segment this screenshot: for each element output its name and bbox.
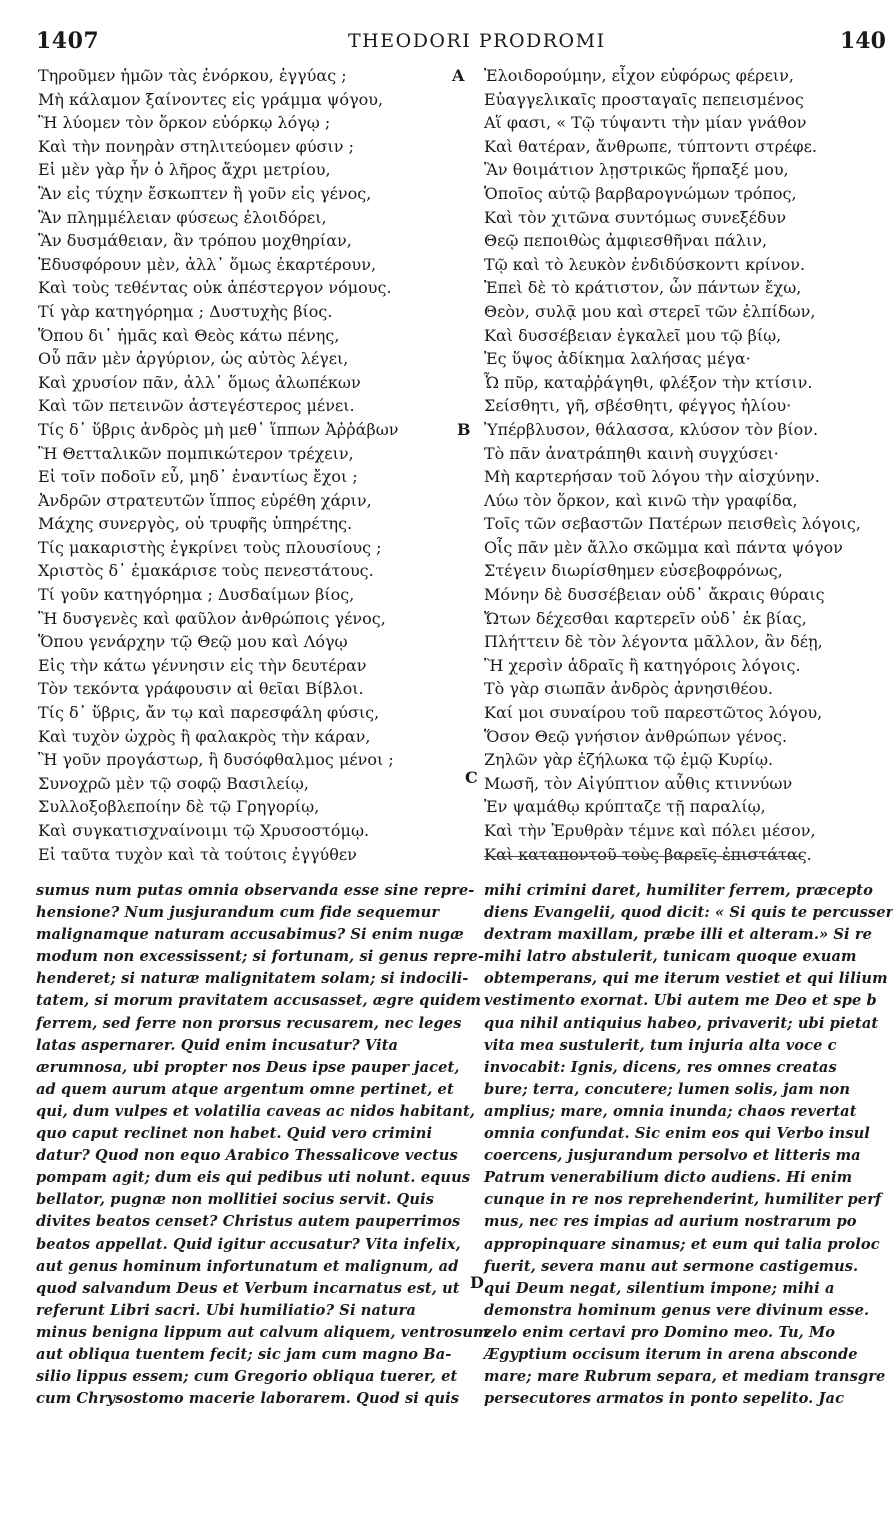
greek-verse-line: Πλήττειν δὲ τὸν λέγοντα μᾶλλον, ἂν δέῃ, — [484, 632, 823, 652]
latin-text-line: quo caput reclinet non habet. Quid vero crimini — [36, 1125, 433, 1143]
latin-text-line: appropinquare sinamus; et eum qui talia proloc — [484, 1235, 880, 1253]
latin-text-line: qui, dum vulpes et volatilia caveas ac nidos habitant, — [36, 1102, 476, 1120]
latin-text-line: mus, nec res impias ad aurium nostrarum po — [484, 1213, 857, 1231]
greek-verse-line: Εἰ ταῦτα τυχὸν καὶ τὰ τούτοις ἐγγύθεν — [38, 844, 357, 864]
latin-text-line: Patrum venerabilium dicto audiens. Hi enim — [484, 1169, 853, 1187]
latin-text-line: referunt Libri sacri. Ubi humiliatio? Si natura — [36, 1301, 416, 1319]
greek-verse-line: Ἐν ψαμάθῳ κρύπταζε τῇ παραλίῳ, — [484, 797, 766, 817]
greek-verse-line: Καὶ καταποντοῦ τοὺς βαρεῖς ἐπιστάτας. — [484, 844, 812, 864]
latin-text-line: mare; mare Rubrum separa, et mediam transgre — [484, 1368, 886, 1386]
greek-verse-line: Ὅπου γενάρχην τῷ Θεῷ μου καὶ Λόγῳ — [38, 632, 348, 652]
section-marker-b: B — [457, 420, 471, 439]
latin-text-line: beatos appellat. Quid igitur accusatur? Vita infelix, — [36, 1235, 461, 1253]
greek-verse-line: Οἷς πᾶν μὲν ἄλλο σκῶμμα καὶ πάντα ψόγον — [484, 537, 843, 557]
latin-text-line: persecutores armatos in ponto sepelito. Jac — [484, 1390, 845, 1408]
greek-verse-line: Ὦ πῦρ, καταῤῥάγηθι, φλέξον τὴν κτίσιν. — [484, 372, 813, 392]
greek-verse-column-right — [484, 64, 865, 866]
greek-verse-line: Ὅπου δι᾿ ἡμᾶς καὶ Θεὸς κάτω πένης, — [38, 325, 340, 345]
greek-verse-line: Ὤτων δέχεσθαι καρτερεῖν οὐδ᾿ ἐκ βίας, — [484, 608, 807, 628]
greek-verse-column-left — [38, 64, 453, 866]
section-marker-a: A — [452, 66, 465, 85]
latin-text-line: datur? Quod non equo Arabico Thessalicove vectus — [36, 1147, 458, 1165]
latin-text-line: invocabit: Ignis, dicens, res omnes creatas — [484, 1058, 837, 1076]
latin-text-line: ferrem, sed ferre non prorsus recusarem, nec leges — [36, 1014, 462, 1032]
latin-text-line: hensione? Num jusjurandum cum fide sequemur — [36, 904, 440, 922]
latin-text-line: coercens, jusjurandum persolvo et litteris ma — [484, 1147, 861, 1165]
latin-text-line: latas aspernarer. Quid enim incusatur? Vita — [36, 1036, 399, 1054]
greek-verse-line: Καὶ θατέραν, ἄνθρωπε, τύπτοντι στρέφε. — [484, 136, 817, 156]
greek-verse-line: Τίς μακαριστὴς ἐγκρίνει τοὺς πλουσίους ; — [38, 537, 382, 557]
greek-verse-line: Ἐπεὶ δὲ τὸ κράτιστον, ὧν πάντων ἔχω, — [484, 278, 802, 298]
greek-verse-line: Τὸ πᾶν ἀνατράπηθι καινὴ συγχύσει· — [484, 443, 779, 463]
greek-verse-line: Τὸν τεκόντα γράφουσιν αἱ θεῖαι Βίβλοι. — [38, 679, 364, 699]
latin-text-line: zelo enim certavi pro Domino meo. Tu, Mo — [484, 1323, 836, 1341]
latin-text-line: tatem, si morum pravitatem accusasset, ægre quidem — [36, 992, 482, 1010]
greek-verse-line: Ἂν θοιμάτιον λῃστρικῶς ἥρπαξέ μου, — [484, 160, 789, 180]
latin-text-line: Ægyptium occisum iterum in arena absconde — [484, 1345, 858, 1363]
greek-verse-line: Ἂν δυσμάθειαν, ἂν τρόπου μοχθηρίαν, — [38, 231, 352, 251]
latin-text-line: ad quem aurum atque argentum omne pertinet, et — [36, 1080, 454, 1098]
greek-verse-line: Μόνην δὲ δυσσέβειαν οὐδ᾿ ἄκραις θύραις — [484, 585, 825, 605]
greek-verse-line: Ἂν εἰς τύχην ἔσκωπτεν ἢ γοῦν εἰς γένος, — [38, 183, 372, 203]
greek-verse-line: Καὶ χρυσίον πᾶν, ἀλλ᾿ ὅμως ἀλωπέκων — [38, 372, 361, 392]
latin-text-line: omnia confundat. Sic enim eos qui Verbo insul — [484, 1125, 870, 1143]
greek-verse-line: Καὶ δυσσέβειαν ἐγκαλεῖ μου τῷ βίῳ, — [484, 325, 782, 345]
page-number-right: 140 — [840, 28, 886, 54]
latin-text-line: demonstra hominum genus vere divinum esse. — [484, 1301, 870, 1319]
greek-verse-line: Θεῷ πεποιθὼς ἀμφιεσθῆναι πάλιν, — [484, 231, 768, 251]
greek-verse-line: Ἢ γοῦν προγάστωρ, ἢ δυσόφθαλμος μένοι ; — [38, 750, 394, 770]
greek-verse-line: Καὶ τὴν Ἐρυθρὰν τέμνε καὶ πόλει μέσον, — [484, 821, 816, 840]
running-header — [0, 28, 886, 58]
latin-text-line: fuerit, severa manu aut sermone castigemus. — [484, 1257, 859, 1275]
latin-text-line: amplius; mare, omnia inunda; chaos revertat — [484, 1102, 857, 1120]
latin-text-line: henderet; si naturæ malignitatem solam; si indocili- — [36, 970, 469, 988]
greek-verse-line: Καὶ τὴν πονηρὰν στηλιτεύομεν φύσιν ; — [38, 136, 354, 156]
latin-text-line: bellator, pugnæ non mollitiei socius servit. Quis — [36, 1191, 435, 1209]
latin-text-line: mihi crimini daret, humiliter ferrem, præcepto — [484, 882, 873, 899]
greek-verse-line: Καί μοι συναίρου τοῦ παρεστῶτος λόγου, — [484, 703, 823, 723]
greek-verse-line: Ἢ χερσὶν ἁδραῖς ἢ κατηγόροις λόγοις. — [484, 655, 801, 675]
latin-text-line: silio lippus essem; cum Gregorio obliqua tuerer, et — [36, 1368, 458, 1386]
greek-verse-line: Καὶ τοὺς τεθέντας οὐκ ἀπέστεργον νόμους. — [38, 278, 392, 298]
latin-text-line: modum non excessissent; si fortunam, si genus repre- — [36, 948, 485, 966]
latin-text-line: vita mea sustulerit, tum injuria alta voce c — [484, 1036, 837, 1054]
greek-verse-line: Τοῖς τῶν σεβαστῶν Πατέρων πεισθεὶς λόγοις, — [484, 514, 861, 534]
greek-verse-line: Εἰ μὲν γὰρ ἦν ὁ λῆρος ἄχρι μετρίου, — [38, 160, 331, 180]
greek-verse-line: Ἐδυσφόρουν μὲν, ἀλλ᾿ ὅμως ἐκαρτέρουν, — [38, 254, 377, 274]
latin-text-line: obtemperans, qui me iterum vestiet et qui lilium — [484, 970, 888, 988]
latin-text-line: bure; terra, concutere; lumen solis, jam non — [484, 1080, 851, 1098]
latin-text-line: qui Deum negat, silentium impone; mihi a — [484, 1279, 835, 1297]
greek-verse-line: Ἐς ὕψος ἀδίκημα λαλήσας μέγα· — [484, 349, 751, 369]
greek-verse-line: Εἰ τοῖν ποδοῖν εὖ, μηδ᾿ ἐναντίως ἔχοι ; — [38, 467, 358, 487]
running-title: THEODORI PRODROMI — [348, 30, 606, 52]
greek-verse-line: Καὶ συγκατισχναίνοιμι τῷ Χρυσοστόμῳ. — [38, 821, 370, 840]
greek-verse-line: Μὴ κάλαμον ξαίνοντες εἰς γράμμα ψόγου, — [38, 89, 384, 109]
greek-verse-line: Μάχης συνεργὸς, οὐ τρυφῆς ὑπηρέτης. — [38, 514, 353, 534]
greek-verse-line: Εὐαγγελικαῖς προσταγαῖς πεπεισμένος — [484, 89, 804, 109]
latin-text-line: vestimento exornat. Ubi autem me Deo et spe b — [484, 992, 877, 1010]
latin-text-line: sumus num putas omnia observanda esse sine repre- — [36, 882, 475, 899]
greek-verse-line: Χριστὸς δ᾿ ἐμακάρισε τοὺς πενεστάτους. — [38, 561, 374, 581]
latin-text-line: qua nihil antiquius habeo, privaverit; ubi pietat — [484, 1014, 879, 1032]
greek-verse-line: Ὑπέρβλυσον, θάλασσα, κλύσον τὸν βίον. — [484, 419, 819, 439]
latin-text-line: malignamque naturam accusabimus? Si enim nugæ — [36, 926, 464, 944]
greek-verse-line: Εἰς τὴν κάτω γέννησιν εἰς τὴν δευτέραν — [38, 655, 367, 675]
greek-verse-line: Θεὸν, συλᾷ μου καὶ στερεῖ τῶν ἐλπίδων, — [484, 301, 816, 321]
greek-verse-line: Τὸ γὰρ σιωπᾶν ἀνδρὸς ἀρνησιθέου. — [484, 679, 773, 699]
section-marker-d: D — [470, 1273, 484, 1292]
latin-translation-column-left — [36, 880, 489, 1410]
greek-verse-line: Ἢ δυσγενὲς καὶ φαῦλον ἀνθρώποις γένος, — [38, 608, 386, 628]
greek-verse-line: Στέγειν διωρίσθημεν εὐσεβοφρόνως, — [484, 561, 783, 581]
latin-text-line: aut obliqua tuentem fecit; sic jam cum magno Ba- — [36, 1345, 452, 1363]
latin-text-line: mihi latro abstulerit, tunicam quoque exuam — [484, 948, 857, 966]
latin-text-line: divites beatos censet? Christus autem pauperrimos — [36, 1213, 461, 1231]
latin-text-line: aut genus hominum infortunatum et malignum, ad — [36, 1257, 459, 1275]
greek-verse-line: Μωσῆ, τὸν Αἰγύπτιον αὖθις κτιννύων — [484, 773, 793, 793]
greek-verse-line: Ζηλῶν γὰρ ἐζήλωκα τῷ ἐμῷ Κυρίῳ. — [484, 750, 774, 770]
greek-verse-line: Λύω τὸν ὅρκον, καὶ κινῶ τὴν γραφίδα, — [484, 490, 798, 510]
greek-verse-line: Καὶ τὸν χιτῶνα συντόμως συνεξέδυν — [484, 207, 787, 227]
greek-verse-line: Τί γὰρ κατηγόρημα ; Δυστυχὴς βίος. — [38, 301, 333, 321]
latin-text-line: dextram maxillam, præbe illi et alteram.» Si re — [484, 926, 873, 944]
greek-verse-line: Καὶ τυχὸν ὠχρὸς ἢ φαλακρὸς τὴν κάραν, — [38, 726, 371, 746]
greek-verse-line: Ὅσον Θεῷ γνήσιον ἀνθρώπων γένος. — [484, 726, 788, 746]
greek-verse-line: Ἐλοιδορούμην, εἶχον εὐφόρως φέρειν, — [484, 66, 794, 85]
latin-text-line: quod salvandum Deus et Verbum incarnatus est, ut — [36, 1279, 460, 1297]
latin-text-line: ærumnosa, ubi propter nos Deus ipse pauper jacet, — [36, 1058, 460, 1076]
latin-text-line: cunque in re nos reprehenderint, humiliter perf — [484, 1191, 882, 1209]
latin-text-line: cum Chrysostomo macerie laborarem. Quod si quis — [36, 1390, 460, 1408]
latin-text-line: diens Evangelii, quod dicit: « Si quis te percusser — [484, 904, 893, 922]
greek-verse-line: Ἂν πλημμέλειαν φύσεως ἐλοιδόρει, — [38, 207, 327, 227]
greek-verse-line: Ἢ λύομεν τὸν ὅρκον εὐόρκῳ λόγῳ ; — [38, 113, 331, 133]
latin-text-line: pompam agit; dum eis qui pedibus uti nolunt. equus — [36, 1169, 471, 1187]
greek-verse-line: Τῷ καὶ τὸ λευκὸν ἐνδιδύσκοντι κρίνον. — [484, 254, 806, 274]
greek-verse-line: Καὶ τῶν πετεινῶν ἀστεγέστερος μένει. — [38, 396, 355, 416]
greek-verse-line: Τίς δ᾿ ὕβρις ἀνδρὸς μὴ μεθ᾿ ἵππων Ἀῤῥάβων — [38, 419, 399, 439]
greek-verse-line: Ὁποῖος αὐτῷ βαρβαρογνώμων τρόπος, — [484, 183, 797, 203]
greek-verse-line: Οὗ πᾶν μὲν ἀργύριον, ὡς αὐτὸς λέγει, — [38, 349, 349, 369]
greek-verse-line: Τίς δ᾿ ὕβρις, ἄν τῳ καὶ παρεσφάλη φύσις, — [38, 703, 380, 723]
greek-verse-line: Τί γοῦν κατηγόρημα ; Δυσδαίμων βίος, — [38, 585, 355, 605]
verse-end-rule — [484, 856, 804, 857]
greek-verse-line: Σείσθητι, γῆ, σβέσθητι, φέγγος ἡλίου· — [484, 396, 792, 416]
greek-verse-line: Συνοχρῶ μὲν τῷ σοφῷ Βασιλείῳ, — [38, 773, 309, 793]
page-number-left: 1407 — [36, 28, 100, 54]
greek-verse-line: Ἀνδρῶν στρατευτῶν ἵππος εὑρέθη χάριν, — [38, 490, 372, 510]
latin-translation-column-right — [484, 880, 893, 1410]
greek-verse-line: Συλλοξοβλεποίην δὲ τῷ Γρηγορίῳ, — [38, 797, 320, 817]
greek-verse-line: Ἢ Θετταλικῶν πομπικώτερον τρέχειν, — [38, 443, 354, 463]
greek-verse-line: Μὴ καρτερήσαν τοῦ λόγου τὴν αἰσχύνην. — [484, 467, 820, 487]
section-marker-c: C — [465, 768, 478, 787]
latin-text-line: minus benigna lippum aut calvum aliquem, ventrosum — [36, 1323, 489, 1341]
greek-verse-line: Αἵ φασι, « Τῷ τύψαντι τὴν μίαν γνάθον — [484, 113, 807, 133]
greek-verse-line: Τηροῦμεν ἡμῶν τὰς ἐνόρκου, ἐγγύας ; — [38, 66, 347, 85]
